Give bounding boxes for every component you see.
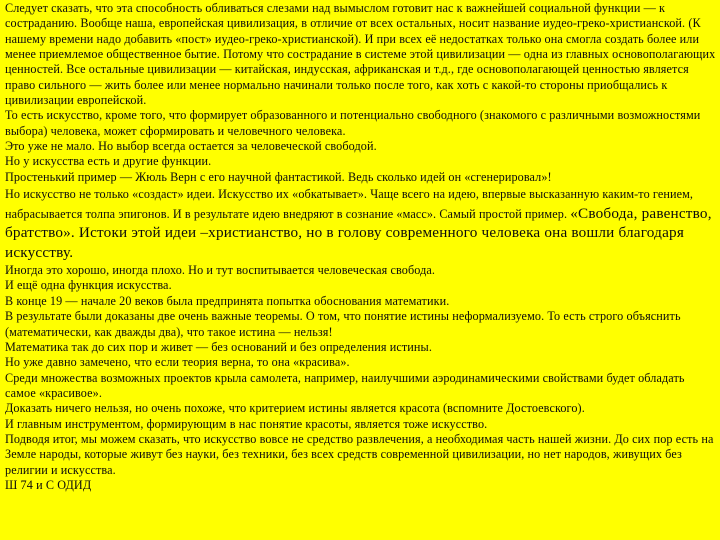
paragraph-art-instrument: И главным инструментом, формирующим в нас понятие красоты, является тоже искусство. [5,416,488,431]
paragraph-another-function: И ещё одна функция искусства. [5,278,172,293]
paragraph-beauty-truth: Доказать ничего нельзя, но очень похоже, что критерием истины является красота (вспомните Достоевского). [5,401,585,416]
paragraph-math-foundation: В конце 19 — начале 20 веков была предпринята попытка обоснования математики. [5,293,450,308]
ideas-masses-text: Но искусство не только «создаст» идеи. Искусство их «обкатывает». Чаще всего на идею, впервые высказанную каким-то гением, набрасывается толпа эпигонов. И в результате идею внедряют в сознание «масс». Самый простой пример. [5,187,694,221]
paragraph-other-functions: Но у искусства есть и другие функции. [5,154,212,169]
paragraph-ideas-masses [5,185,716,263]
paragraph-compassion: Следует сказать, что эта способность обливаться слезами над вымыслом готовит нас к важнейшей социальной функции — к состраданию. Вообще наша, европейская цивилизация, в отличие от всех остальных, носит название иудео-греко-христианской. (К нашему времени надо добавить «пост» иудео-греко-христианской). И при всех её недостатках только она смогла создать более или менее приемлемое общественное бытие. Потому что сострадание в системе этой цивилизации — одна из главных основополагающих ценностей. Все остальные цивилизации — китайская, индусская, африканская и т.д., где основополагающей ценностью является право сильного — жить более или менее нормально начинали только после того, как хоть с какой-то стороны приобщались к цивилизации европейской. [5,1,716,108]
paragraph-wing-design: Среди множества возможных проектов крыла самолета, например, наилучшими аэродинамическими свойствами будет обладать самое «красивое». [5,370,685,400]
liberty-equality-fraternity-text: «Свобода, равенство, братство». Истоки этой идеи –христианство, но в голову современного человека она вошли благодаря искусству. [5,204,712,261]
paragraph-conclusion: Подводя итог, мы можем сказать, что искусство вовсе не средство развлечения, а необходимая часть нашей жизни. До сих пор есть на Земле народы, которые живут без науки, без техники, без всех средств современной цивилизации, но нет народов, живущих без религии и искусства. [5,431,714,477]
paragraph-footer-note: Ш 74 и С ОДИД [5,477,92,492]
paragraph-humane-person: То есть искусство, кроме того, что формирует образованного и потенциально свободного (знакомого с различными возможностями выбора) человека, может сформировать и человечного человека. [5,108,701,138]
paragraph-math-lives: Математика так до сих пор и живет — без оснований и без определения истины. [5,339,432,354]
paragraph-beautiful-theory: Но уже давно замечено, что если теория верна, то она «красива». [5,355,350,370]
paragraph-good-bad: Иногда это хорошо, иногда плохо. Но и тут воспитывается человеческая свобода. [5,263,436,278]
paragraph-jules-verne: Простенький пример — Жюль Верн с его научной фантастикой. Ведь сколько идей он «сгенерировал»! [5,169,552,184]
paragraph-choice-freedom: Это уже не мало. Но выбор всегда остается за человеческой свободой. [5,139,377,154]
paragraph-theorems: В результате были доказаны две очень важные теоремы. О том, что понятие истины неформализуемо. То есть строго объяснить (математически, как дважды два), что такое истина — нельзя! [5,309,681,339]
